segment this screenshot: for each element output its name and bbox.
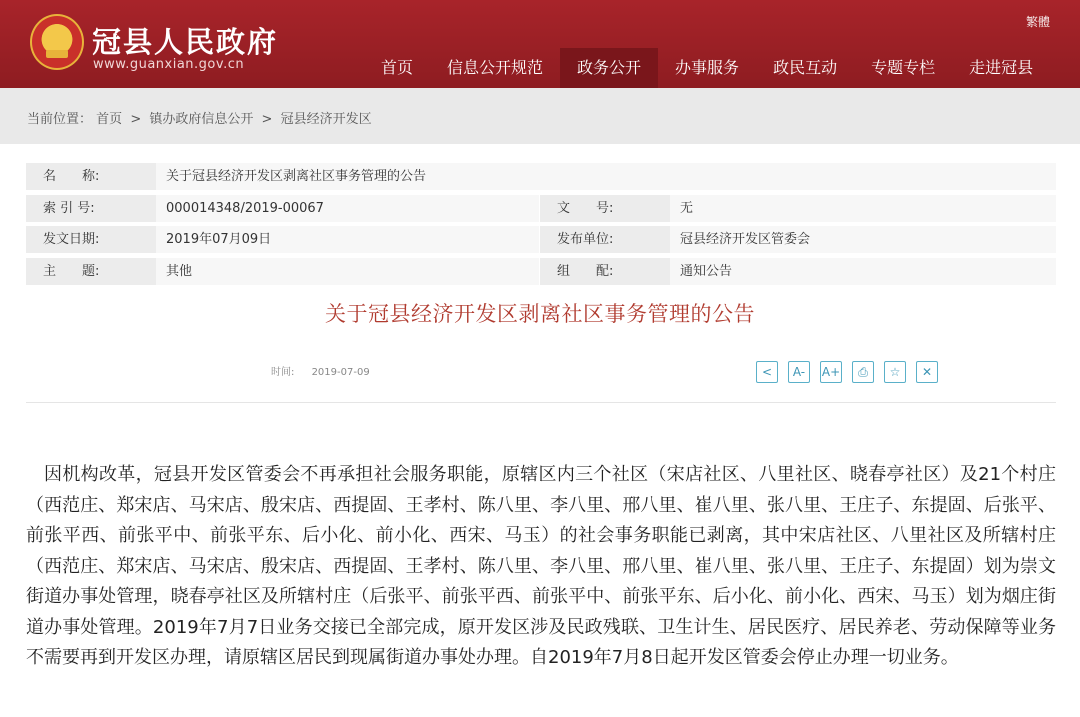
breadcrumb-town-disclosure[interactable]: 镇办政府信息公开 [149,112,254,127]
info-value-category: 通知公告 [670,258,1056,285]
font-decrease-icon[interactable]: A- [788,361,810,383]
divider [26,402,1056,403]
publish-time-label: 时间: [271,367,295,378]
national-emblem-icon [30,14,84,70]
site-header [0,0,1080,88]
info-value-topic: 其他 [156,258,539,285]
breadcrumb [27,108,372,127]
page-title: 关于冠县经济开发区剥离社区事务管理的公告 [325,302,755,326]
article-body: 因机构改革，冠县开发区管委会不再承担社会服务职能，原辖区内三个社区（宋店社区、八里社区、晓春亭社区）及21个村庄（西范庄、郑宋店、马宋店、殷宋店、西提固、王孝村、陈八里、李八里、邢八里、崔八里、张八里、王庄子、东提固、后张平、前张平西、前张平中、前张平东、后小化、前小化、西宋、马玉）的社会事务职能已剥离，其中宋店社区、八里社区及所辖村庄（西范庄、郑宋店、马宋店、殷宋店、西提固、王孝村、陈八里、李八里、邢八里、崔八里、张八里、王庄子、东提固）划为崇文街道办事处管理，晓春亭社区及所辖村庄（后张平、前张平西、前张平中、前张平东、后小化、前小化、西宋、马玉）划为烟庄街道办事处管理。2019年7月7日业务交接已全部完成，原开发区涉及民政残联、卫生计生、居民医疗、居民养老、劳动保障等业务不需要再到开发区办理，请原辖区居民到现属街道办事处办理。自2019年7月8日起开发区管委会停止办理一切业务。 [26,464,1056,668]
traditional-chinese-link[interactable]: 繁體 [1025,15,1050,29]
info-value-name: 关于冠县经济开发区剥离社区事务管理的公告 [156,163,1056,190]
info-value-index: 000014348/2019-00067 [156,195,539,222]
main-nav [364,48,1050,88]
info-label-category: 组 配: [540,258,670,285]
nav-item-home[interactable]: 首页 [381,58,414,77]
breadcrumb-bar [0,88,1080,144]
nav-item-special-topics[interactable]: 专题专栏 [871,58,936,77]
breadcrumb-separator: > [261,112,273,127]
site-title[interactable]: 冠县人民政府 [92,25,279,59]
share-icon[interactable]: < [756,361,778,383]
breadcrumb-home[interactable]: 首页 [96,112,123,127]
nav-item-interaction[interactable]: 政民互动 [773,58,838,77]
font-increase-icon[interactable]: A+ [820,361,842,383]
info-value-date: 2019年07月09日 [156,226,539,253]
breadcrumb-separator: > [130,112,142,127]
favorite-icon[interactable]: ☆ [884,361,906,383]
info-label-index: 索 引 号: [26,195,156,222]
breadcrumb-dev-zone[interactable]: 冠县经济开发区 [280,112,372,127]
site-url: www.guanxian.gov.cn [93,57,245,72]
info-value-doc-no: 无 [670,195,1056,222]
article-toolbar [756,361,938,383]
nav-item-about-county[interactable]: 走进冠县 [969,58,1034,77]
nav-item-government-affairs[interactable]: 政务公开 [560,48,658,88]
print-icon[interactable]: ⎙ [852,361,874,383]
info-value-issuer: 冠县经济开发区管委会 [670,226,1056,253]
nav-item-info-disclosure-rules[interactable]: 信息公开规范 [447,58,544,77]
info-label-issuer: 发布单位: [540,226,670,253]
nav-item-services[interactable]: 办事服务 [675,58,740,77]
publish-time-value: 2019-07-09 [311,367,370,378]
publish-time [271,363,370,378]
info-label-name: 名 称: [26,163,156,190]
info-label-doc-no: 文 号: [540,195,670,222]
close-icon[interactable]: ✕ [916,361,938,383]
info-label-topic: 主 题: [26,258,156,285]
breadcrumb-prefix: 当前位置： [27,112,93,127]
info-label-date: 发文日期: [26,226,156,253]
